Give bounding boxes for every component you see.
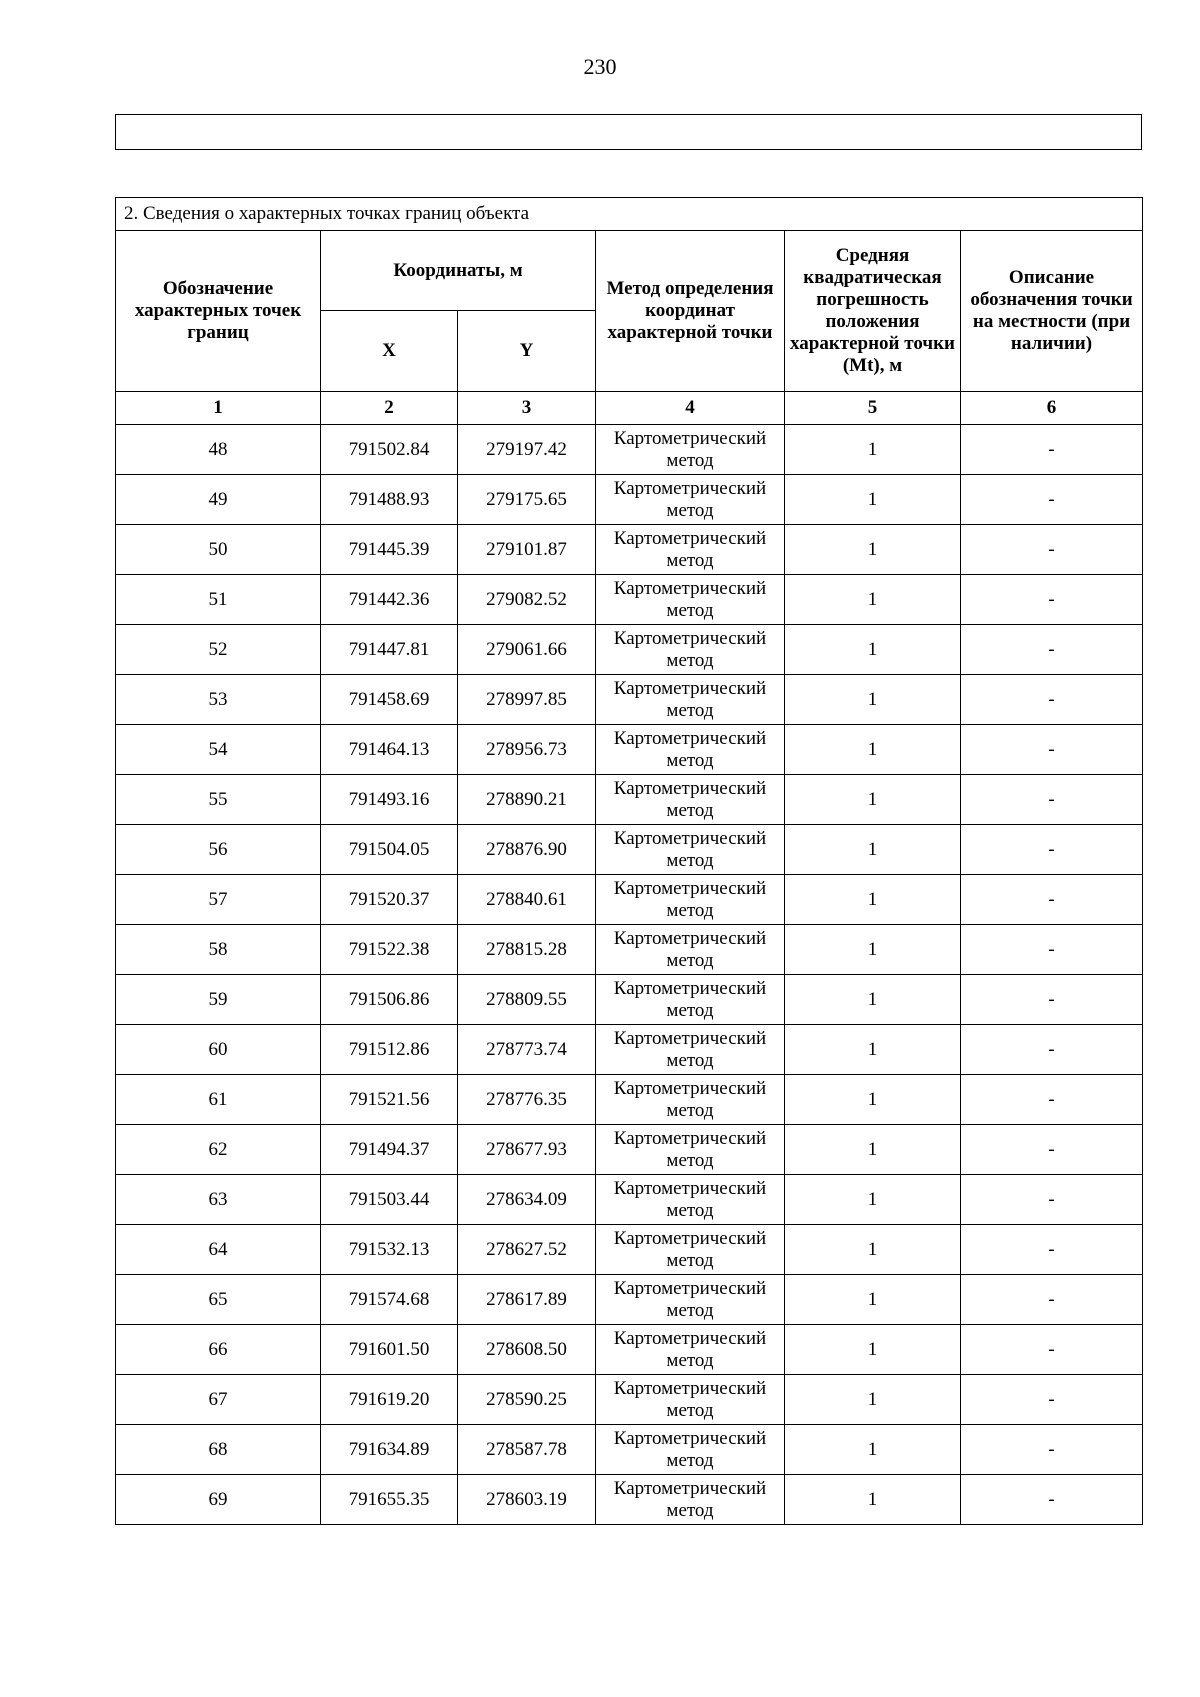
x-coordinate-cell: 791502.84: [321, 425, 458, 475]
y-coordinate-cell: 279101.87: [458, 525, 596, 575]
table-row: [116, 1225, 1143, 1275]
description-cell: -: [961, 1225, 1143, 1275]
method-cell: Картометрический метод: [596, 1125, 785, 1175]
header-coordinates: Координаты, м: [321, 231, 596, 311]
method-cell: Картометрический метод: [596, 725, 785, 775]
point-id-cell: 59: [116, 975, 321, 1025]
y-coordinate-cell: 278956.73: [458, 725, 596, 775]
boundary-points-table: [115, 197, 1143, 1525]
y-coordinate-cell: 278634.09: [458, 1175, 596, 1225]
description-cell: -: [961, 725, 1143, 775]
y-coordinate-cell: 278876.90: [458, 825, 596, 875]
x-coordinate-cell: 791445.39: [321, 525, 458, 575]
table-row: [116, 575, 1143, 625]
y-coordinate-cell: 279175.65: [458, 475, 596, 525]
mean-error-cell: 1: [785, 1425, 961, 1475]
table-row: [116, 525, 1143, 575]
y-coordinate-cell: 278815.28: [458, 925, 596, 975]
point-id-cell: 55: [116, 775, 321, 825]
description-cell: -: [961, 1125, 1143, 1175]
column-number-row: [116, 392, 1143, 425]
x-coordinate-cell: 791506.86: [321, 975, 458, 1025]
method-cell: Картометрический метод: [596, 675, 785, 725]
method-cell: Картометрический метод: [596, 975, 785, 1025]
description-cell: -: [961, 775, 1143, 825]
point-id-cell: 53: [116, 675, 321, 725]
y-coordinate-cell: 278840.61: [458, 875, 596, 925]
table-row: [116, 825, 1143, 875]
method-cell: Картометрический метод: [596, 1075, 785, 1125]
x-coordinate-cell: 791503.44: [321, 1175, 458, 1225]
description-cell: -: [961, 625, 1143, 675]
header-x: X: [321, 311, 458, 392]
column-number: 5: [785, 392, 961, 425]
point-id-cell: 61: [116, 1075, 321, 1125]
table-row: [116, 1375, 1143, 1425]
method-cell: Картометрический метод: [596, 925, 785, 975]
table-row: [116, 975, 1143, 1025]
description-cell: -: [961, 475, 1143, 525]
point-id-cell: 57: [116, 875, 321, 925]
y-coordinate-cell: 279197.42: [458, 425, 596, 475]
mean-error-cell: 1: [785, 975, 961, 1025]
method-cell: Картометрический метод: [596, 1375, 785, 1425]
point-id-cell: 50: [116, 525, 321, 575]
header-method: Метод определения координат характерной точки: [596, 231, 785, 392]
mean-error-cell: 1: [785, 1175, 961, 1225]
column-number: 1: [116, 392, 321, 425]
table-row: [116, 1125, 1143, 1175]
y-coordinate-cell: 278608.50: [458, 1325, 596, 1375]
description-cell: -: [961, 1025, 1143, 1075]
x-coordinate-cell: 791493.16: [321, 775, 458, 825]
method-cell: Картометрический метод: [596, 425, 785, 475]
method-cell: Картометрический метод: [596, 1225, 785, 1275]
method-cell: Картометрический метод: [596, 775, 785, 825]
table-row: [116, 1475, 1143, 1525]
x-coordinate-cell: 791634.89: [321, 1425, 458, 1475]
point-id-cell: 56: [116, 825, 321, 875]
description-cell: -: [961, 425, 1143, 475]
mean-error-cell: 1: [785, 775, 961, 825]
description-cell: -: [961, 1475, 1143, 1525]
x-coordinate-cell: 791512.86: [321, 1025, 458, 1075]
table-row: [116, 875, 1143, 925]
mean-error-cell: 1: [785, 1275, 961, 1325]
point-id-cell: 60: [116, 1025, 321, 1075]
mean-error-cell: 1: [785, 1325, 961, 1375]
y-coordinate-cell: 279061.66: [458, 625, 596, 675]
point-id-cell: 52: [116, 625, 321, 675]
y-coordinate-cell: 278617.89: [458, 1275, 596, 1325]
mean-error-cell: 1: [785, 1475, 961, 1525]
table-row: [116, 425, 1143, 475]
description-cell: -: [961, 1425, 1143, 1475]
y-coordinate-cell: 278809.55: [458, 975, 596, 1025]
mean-error-cell: 1: [785, 1075, 961, 1125]
method-cell: Картометрический метод: [596, 1475, 785, 1525]
table-row: [116, 725, 1143, 775]
table-row: [116, 675, 1143, 725]
column-number: 2: [321, 392, 458, 425]
point-id-cell: 51: [116, 575, 321, 625]
point-id-cell: 64: [116, 1225, 321, 1275]
mean-error-cell: 1: [785, 825, 961, 875]
table-row: [116, 1075, 1143, 1125]
x-coordinate-cell: 791601.50: [321, 1325, 458, 1375]
table-row: [116, 775, 1143, 825]
x-coordinate-cell: 791655.35: [321, 1475, 458, 1525]
description-cell: -: [961, 825, 1143, 875]
y-coordinate-cell: 278590.25: [458, 1375, 596, 1425]
section-title: 2. Сведения о характерных точках границ объекта: [116, 198, 1143, 231]
description-cell: -: [961, 975, 1143, 1025]
table-row: [116, 625, 1143, 675]
header-y: Y: [458, 311, 596, 392]
mean-error-cell: 1: [785, 875, 961, 925]
y-coordinate-cell: 278603.19: [458, 1475, 596, 1525]
x-coordinate-cell: 791619.20: [321, 1375, 458, 1425]
method-cell: Картометрический метод: [596, 575, 785, 625]
x-coordinate-cell: 791488.93: [321, 475, 458, 525]
point-id-cell: 62: [116, 1125, 321, 1175]
point-id-cell: 67: [116, 1375, 321, 1425]
mean-error-cell: 1: [785, 1375, 961, 1425]
mean-error-cell: 1: [785, 625, 961, 675]
point-id-cell: 58: [116, 925, 321, 975]
y-coordinate-cell: 278587.78: [458, 1425, 596, 1475]
mean-error-cell: 1: [785, 525, 961, 575]
description-cell: -: [961, 675, 1143, 725]
point-id-cell: 48: [116, 425, 321, 475]
table-row: [116, 1175, 1143, 1225]
method-cell: Картометрический метод: [596, 875, 785, 925]
table-row: [116, 475, 1143, 525]
x-coordinate-cell: 791504.05: [321, 825, 458, 875]
description-cell: -: [961, 575, 1143, 625]
method-cell: Картометрический метод: [596, 1425, 785, 1475]
table-row: [116, 1425, 1143, 1475]
point-id-cell: 68: [116, 1425, 321, 1475]
method-cell: Картометрический метод: [596, 1175, 785, 1225]
column-number: 4: [596, 392, 785, 425]
mean-error-cell: 1: [785, 925, 961, 975]
description-cell: -: [961, 925, 1143, 975]
description-cell: -: [961, 1375, 1143, 1425]
y-coordinate-cell: 279082.52: [458, 575, 596, 625]
y-coordinate-cell: 278773.74: [458, 1025, 596, 1075]
mean-error-cell: 1: [785, 725, 961, 775]
mean-error-cell: 1: [785, 475, 961, 525]
method-cell: Картометрический метод: [596, 1025, 785, 1075]
x-coordinate-cell: 791458.69: [321, 675, 458, 725]
description-cell: -: [961, 1325, 1143, 1375]
header-description: Описание обозначения точки на местности (при наличии): [961, 231, 1143, 392]
description-cell: -: [961, 525, 1143, 575]
point-id-cell: 63: [116, 1175, 321, 1225]
description-cell: -: [961, 1075, 1143, 1125]
table-row: [116, 1275, 1143, 1325]
empty-header-box: [115, 114, 1142, 150]
mean-error-cell: 1: [785, 1225, 961, 1275]
mean-error-cell: 1: [785, 1025, 961, 1075]
method-cell: Картометрический метод: [596, 1275, 785, 1325]
table-row: [116, 925, 1143, 975]
table-row: [116, 1325, 1143, 1375]
table-row: [116, 1025, 1143, 1075]
method-cell: Картометрический метод: [596, 1325, 785, 1375]
mean-error-cell: 1: [785, 675, 961, 725]
description-cell: -: [961, 875, 1143, 925]
x-coordinate-cell: 791442.36: [321, 575, 458, 625]
y-coordinate-cell: 278776.35: [458, 1075, 596, 1125]
x-coordinate-cell: 791521.56: [321, 1075, 458, 1125]
description-cell: -: [961, 1175, 1143, 1225]
x-coordinate-cell: 791522.38: [321, 925, 458, 975]
y-coordinate-cell: 278890.21: [458, 775, 596, 825]
header-mean-error: Средняя квадратическая погрешность положения характерной точки (Mt), м: [785, 231, 961, 392]
point-id-cell: 49: [116, 475, 321, 525]
method-cell: Картометрический метод: [596, 525, 785, 575]
column-number: 3: [458, 392, 596, 425]
x-coordinate-cell: 791520.37: [321, 875, 458, 925]
x-coordinate-cell: 791447.81: [321, 625, 458, 675]
x-coordinate-cell: 791574.68: [321, 1275, 458, 1325]
point-id-cell: 66: [116, 1325, 321, 1375]
point-id-cell: 54: [116, 725, 321, 775]
x-coordinate-cell: 791532.13: [321, 1225, 458, 1275]
y-coordinate-cell: 278997.85: [458, 675, 596, 725]
mean-error-cell: 1: [785, 575, 961, 625]
x-coordinate-cell: 791494.37: [321, 1125, 458, 1175]
point-id-cell: 65: [116, 1275, 321, 1325]
x-coordinate-cell: 791464.13: [321, 725, 458, 775]
y-coordinate-cell: 278627.52: [458, 1225, 596, 1275]
page-number: 230: [583, 54, 617, 79]
y-coordinate-cell: 278677.93: [458, 1125, 596, 1175]
mean-error-cell: 1: [785, 425, 961, 475]
method-cell: Картометрический метод: [596, 625, 785, 675]
method-cell: Картометрический метод: [596, 475, 785, 525]
method-cell: Картометрический метод: [596, 825, 785, 875]
column-number: 6: [961, 392, 1143, 425]
mean-error-cell: 1: [785, 1125, 961, 1175]
description-cell: -: [961, 1275, 1143, 1325]
point-id-cell: 69: [116, 1475, 321, 1525]
header-point-designation: Обозначение характерных точек границ: [116, 231, 321, 392]
